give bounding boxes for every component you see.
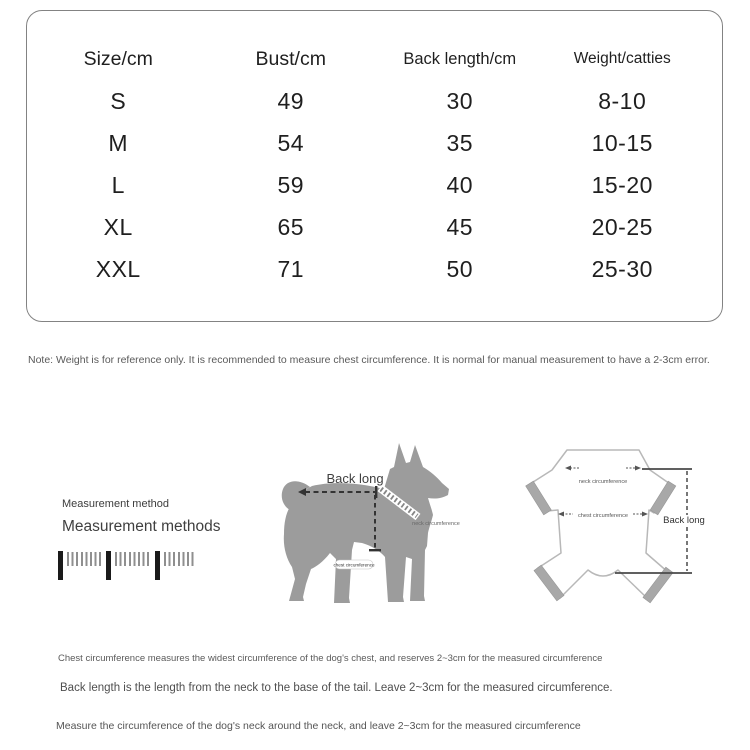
dog-back-long-label: Back long <box>326 471 384 486</box>
cell-back-length: 30 <box>446 87 474 114</box>
header-weight: Weight/catties <box>573 50 671 67</box>
chest-line-end-tick <box>369 549 381 551</box>
ruler-major-tick <box>58 551 63 580</box>
ruler-major-tick <box>155 551 160 580</box>
size-table <box>26 10 723 322</box>
cell-size: XXL <box>95 255 141 282</box>
ruler-minor-ticks <box>67 552 102 566</box>
table-row <box>27 122 722 164</box>
cell-weight: 20-25 <box>591 213 653 240</box>
cell-size: L <box>111 171 125 198</box>
cell-back-length: 40 <box>446 171 474 198</box>
table-row <box>27 164 722 206</box>
ruler-major-tick <box>106 551 111 580</box>
cell-back-length: 50 <box>446 255 474 282</box>
garment-chest-label: chest circumference <box>577 513 629 519</box>
instruction-neck: Measure the circumference of the dog's neck around the neck, and leave 2~3cm for the measured circumference <box>56 720 581 732</box>
cell-size: S <box>110 87 127 114</box>
table-row <box>27 80 722 122</box>
header-back-length: Back length/cm <box>403 49 517 68</box>
cell-back-length: 35 <box>446 129 474 156</box>
garment-measurement-diagram <box>515 440 745 612</box>
instruction-chest: Chest circumference measures the widest circumference of the dog's chest, and reserves 2~3cm for the measured circumference <box>58 653 603 664</box>
dog-chest-label: chest circumference <box>333 562 375 568</box>
ruler-minor-ticks <box>115 552 151 566</box>
cell-bust: 71 <box>277 255 305 282</box>
table-row <box>27 206 722 248</box>
instruction-back-length: Back length is the length from the neck to the base of the tail. Leave 2~3cm for the measured circumference. <box>60 682 613 694</box>
table-row <box>27 248 722 290</box>
size-table-header-row <box>27 38 722 80</box>
dog-neck-label: neck circumference <box>412 521 460 527</box>
dog-measurement-diagram <box>278 438 478 610</box>
cell-size: XL <box>103 213 133 240</box>
cell-weight: 10-15 <box>591 129 653 156</box>
cell-weight: 15-20 <box>591 171 653 198</box>
cell-weight: 8-10 <box>598 87 647 114</box>
header-size: Size/cm <box>83 47 153 70</box>
weight-note: Note: Weight is for reference only. It is recommended to measure chest circumference. It is normal for manual measurement to have a 2-3cm error. <box>28 354 710 366</box>
measurement-method-label-large: Measurement methods <box>62 518 221 535</box>
cell-weight: 25-30 <box>591 255 653 282</box>
cell-bust: 49 <box>277 87 305 114</box>
garment-back-long-label: Back long <box>663 515 705 526</box>
cell-bust: 65 <box>277 213 305 240</box>
cell-size: M <box>108 129 129 156</box>
cell-bust: 59 <box>277 171 305 198</box>
garment-outline <box>530 450 673 598</box>
ruler-minor-ticks <box>164 552 196 566</box>
measurement-method-label-small: Measurement method <box>62 498 169 510</box>
cell-back-length: 45 <box>446 213 474 240</box>
cell-bust: 54 <box>277 129 305 156</box>
ruler-graphic <box>58 551 198 580</box>
header-bust: Bust/cm <box>255 47 326 70</box>
garment-neck-label: neck circumference <box>578 479 628 485</box>
